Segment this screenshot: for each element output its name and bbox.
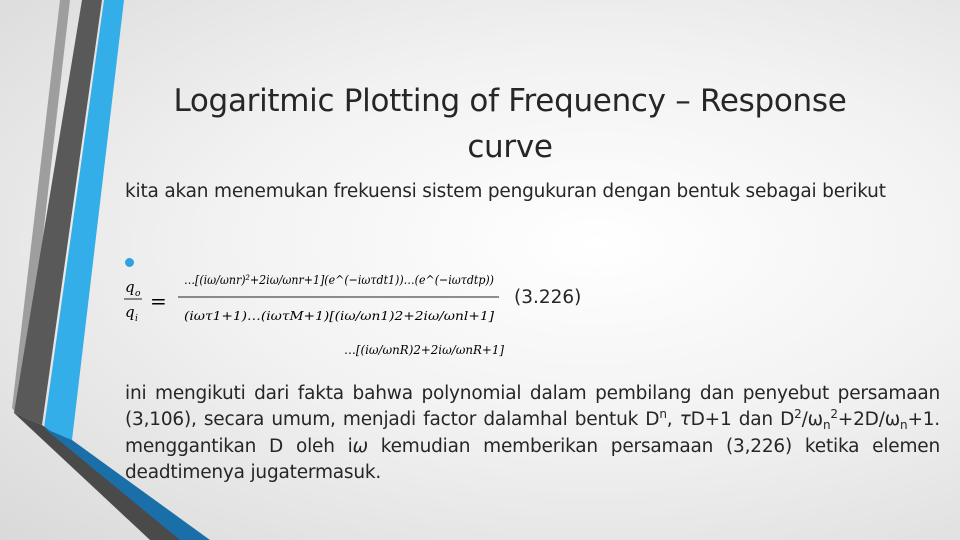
paragraph-text-5: +2D/ω: [837, 409, 901, 430]
slide-title: [120, 78, 900, 170]
intro-text: kita akan menemukan frekuensi sistem pengukuran dengan bentuk sebagai berikut: [125, 181, 886, 202]
transfer-function-equation: [124, 262, 544, 364]
omega-symbol: ω: [352, 436, 368, 457]
superscript-2: 2: [794, 407, 802, 421]
paragraph-text-7: kemudian memberikan persamaan (3,226) ketika elemen deadtimenya jugatermasuk.: [125, 436, 940, 483]
equation-denominator-line-2: …[(iω/ωnR)2+2iω/ωnR+1]: [344, 342, 505, 357]
paragraph-text-4: /ω: [801, 409, 823, 430]
paragraph-text-6: +1. menggantikan D oleh i: [125, 409, 940, 457]
lhs-denominator: q: [125, 303, 135, 321]
lhs-numerator: q: [125, 278, 135, 296]
title-line-2: curve: [467, 129, 553, 165]
subscript-n: n: [822, 418, 831, 432]
paragraph-text-3: D+1 dan D: [690, 409, 795, 430]
equation-number: (3.226): [514, 287, 582, 308]
equation-numerator: …[(iω/ωnr)²+2iω/ωnr+1](e^(−iωτdt1))…(e^(−iωτdtp)): [184, 272, 495, 287]
subscript-n: n: [900, 418, 908, 432]
lhs-denominator-sub: i: [135, 314, 138, 324]
tau-symbol: τ: [679, 409, 691, 430]
paragraph-text-2: ,: [666, 409, 680, 430]
equation-denominator-line-1: (iωτ1+1)…(iωτM+1)[(iω/ωn1)2+2iω/ωnl+1]: [184, 308, 495, 323]
explanation-paragraph: [125, 381, 940, 486]
superscript-2: 2: [830, 407, 838, 421]
paragraph-text-1: ini mengikuti dari fakta bahwa polynomial dalam pembilang dan penyebut persamaan (3,106), secara umum, menjadi factor dalamhal bentuk D: [125, 383, 940, 430]
title-line-1: Logaritmic Plotting of Frequency – Response: [173, 83, 847, 119]
superscript-n: n: [659, 407, 667, 421]
equals-sign: =: [150, 289, 167, 313]
lhs-numerator-sub: o: [135, 289, 141, 299]
